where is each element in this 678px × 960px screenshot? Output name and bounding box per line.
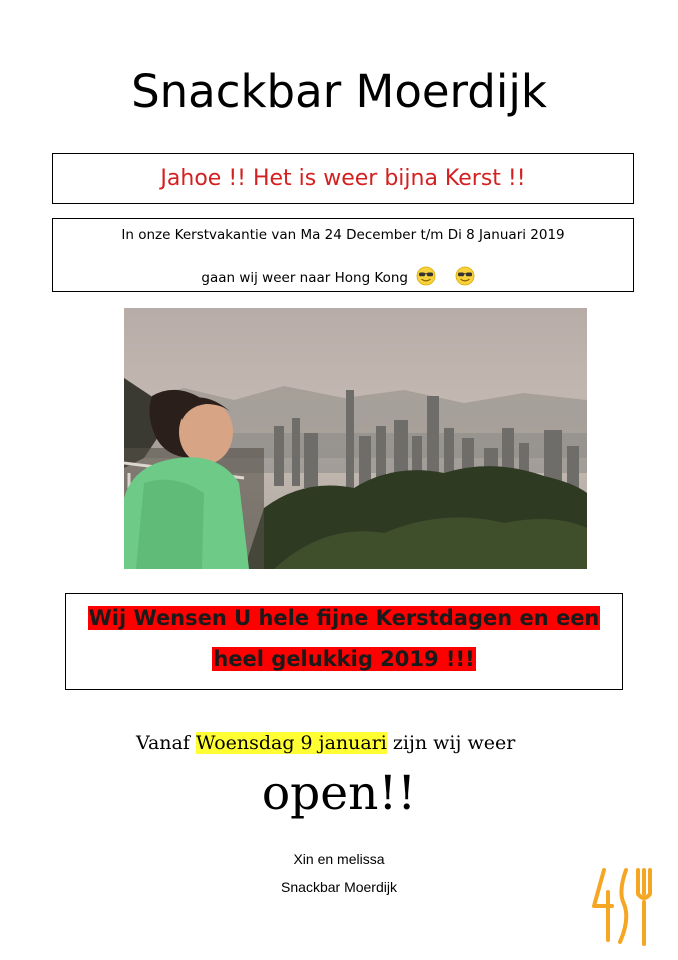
- signature-business: Snackbar Moerdijk: [281, 879, 397, 895]
- headline-box: [52, 153, 634, 204]
- vacation-destination-text: gaan wij weer naar Hong Kong: [201, 270, 409, 286]
- sunglasses-emoji-icon: [455, 266, 475, 290]
- reopen-suffix: zijn wij weer: [386, 732, 516, 754]
- page-title: Snackbar Moerdijk: [131, 65, 547, 118]
- reopen-notice: [136, 732, 515, 754]
- open-text: open!!: [261, 766, 417, 821]
- signature-names: Xin en melissa: [293, 851, 385, 867]
- vacation-dates-text: In onze Kerstvakantie van Ma 24 December t/m Di 8 Januari 2019: [121, 227, 565, 243]
- reopen-prefix: Vanaf: [136, 732, 196, 754]
- greeting-line-1: Wij Wensen U hele fijne Kerstdagen en een: [88, 606, 600, 630]
- vacation-destination-line: [53, 266, 633, 290]
- cutlery-logo-icon: [590, 864, 662, 950]
- vacation-box: [52, 218, 634, 292]
- hong-kong-photo: [124, 308, 587, 569]
- sunglasses-emoji-icon: [416, 266, 436, 290]
- greeting-line-2: heel gelukkig 2019 !!!: [213, 647, 475, 671]
- reopen-date: Woensdag 9 januari: [195, 732, 387, 754]
- greeting-box: [65, 593, 623, 690]
- headline-text: Jahoe !! Het is weer bijna Kerst !!: [160, 166, 526, 191]
